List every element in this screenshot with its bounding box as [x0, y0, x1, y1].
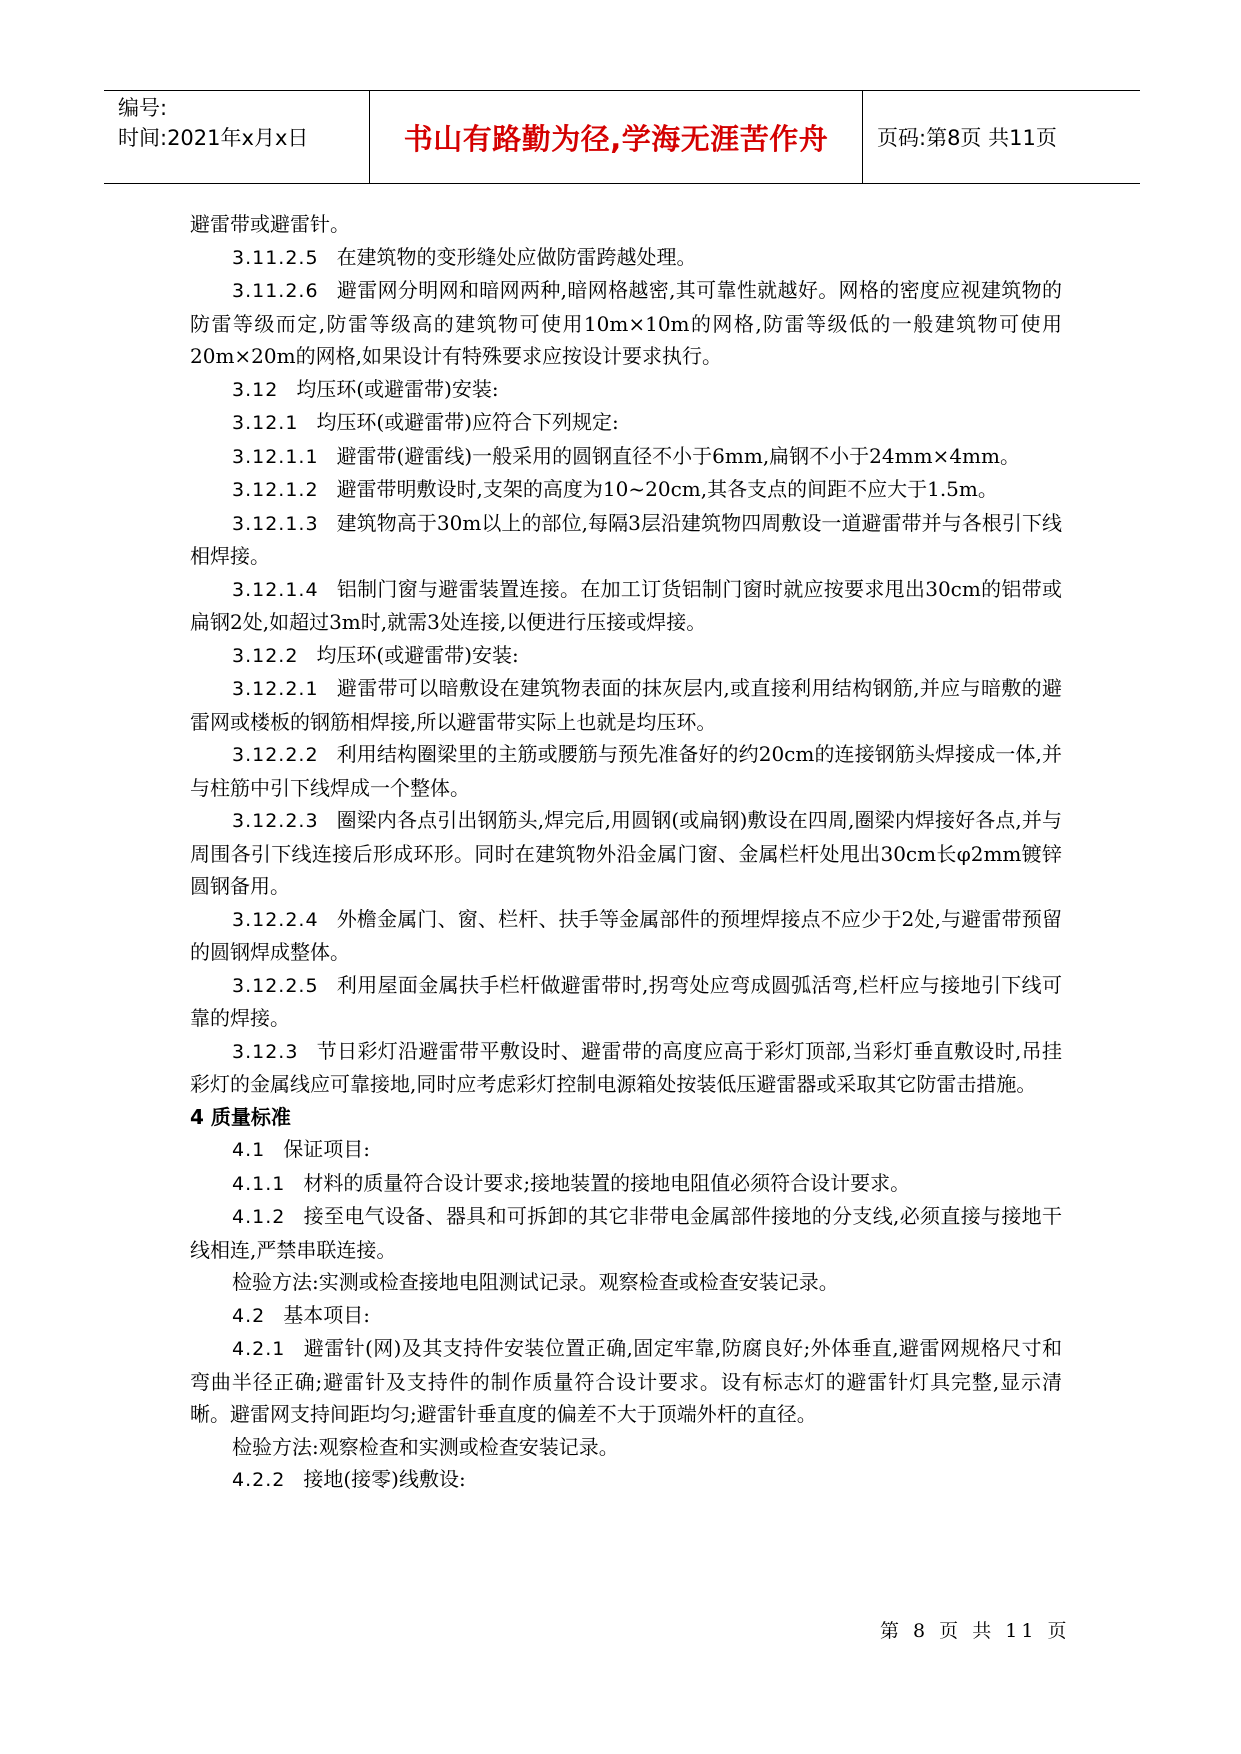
clause-number: 3.12.2.5	[232, 974, 319, 997]
clause-text: 检验方法:实测或检查接地电阻测试记录。观察检查或检查安装记录。	[232, 1270, 839, 1294]
body-paragraph	[190, 1035, 1062, 1101]
clause-number: 3.12.2.1	[232, 678, 319, 700]
clause-number: 3.12.1.1	[232, 445, 319, 468]
body-paragraph	[190, 1266, 1062, 1299]
body-paragraph	[190, 274, 1062, 373]
clause-number: 4.1.1	[232, 1172, 286, 1195]
clause-number: 3.12.2.3	[232, 810, 319, 832]
clause-text: 避雷带(避雷线)一般采用的圆钢直径不小于6mm,扁钢不小于24mm×4mm。	[336, 443, 1020, 468]
clause-text: 保证项目:	[283, 1137, 370, 1161]
clause-number: 3.12.1.3	[232, 512, 319, 535]
page-footer: 第 8 页 共 11 页	[880, 1620, 1071, 1642]
clause-text: 外檐金属门、窗、栏杆、扶手等金属部件的预埋焊接点不应少于2处,与避雷带预留的圆钢焊成整体。	[190, 906, 1062, 964]
heading-text: 4 质量标准	[190, 1104, 291, 1129]
clause-number: 3.12	[232, 378, 279, 401]
clause-number: 4.1	[232, 1139, 266, 1161]
body-paragraph	[190, 1167, 1062, 1201]
clause-text: 材料的质量符合设计要求;接地装置的接地电阻值必须符合设计要求。	[303, 1170, 911, 1195]
clause-number: 4.2.1	[232, 1338, 286, 1360]
clause-number: 3.12.2.4	[232, 908, 319, 931]
body-paragraph	[190, 473, 1062, 507]
body-paragraph	[190, 969, 1062, 1035]
clause-number: 3.11.2.6	[232, 280, 319, 302]
clause-number: 4.1.2	[232, 1206, 286, 1228]
clause-text: 利用屋面金属扶手栏杆做避雷带时,拐弯处应弯成圆弧活弯,栏杆应与接地引下线可靠的焊接。	[190, 972, 1062, 1030]
body-paragraph	[190, 507, 1062, 573]
clause-number: 3.12.2	[232, 644, 299, 667]
body-paragraph	[190, 672, 1062, 738]
clause-text: 圈梁内各点引出钢筋头,焊完后,用圆钢(或扁钢)敷设在四周,圈梁内焊接好各点,并与周围各引下线连接后形成环形。同时在建筑物外沿金属门窗、金属栏杆处甩出30cm长φ2mm镀锌圆钢备用。	[190, 808, 1062, 898]
clause-text: 避雷带可以暗敷设在建筑物表面的抹灰层内,或直接利用结构钢筋,并应与暗敷的避雷网或楼板的钢筋相焊接,所以避雷带实际上也就是均压环。	[190, 676, 1062, 734]
clause-number: 3.11.2.5	[232, 246, 319, 269]
clause-text: 利用结构圈梁里的主筋或腰筋与预先准备好的约20cm的连接钢筋头焊接成一体,并与柱筋中引下线焊成一个整体。	[190, 742, 1062, 800]
clause-text: 均压环(或避雷带)安装:	[316, 642, 519, 667]
body-paragraph	[190, 440, 1062, 474]
clause-number: 3.12.1.2	[232, 479, 319, 501]
clause-number: 3.12.1	[232, 412, 299, 434]
clause-text: 检验方法:观察检查和实测或检查安装记录。	[232, 1434, 619, 1459]
document-header	[104, 90, 1140, 184]
header-motto: 书山有路勤为径,学海无涯苦作舟	[370, 91, 863, 183]
body-paragraph	[190, 373, 1062, 407]
clause-text: 避雷带或避雷针。	[190, 212, 350, 236]
body-paragraph	[190, 1299, 1062, 1333]
clause-text: 基本项目:	[283, 1302, 370, 1327]
document-body	[190, 208, 1062, 1497]
body-paragraph	[190, 903, 1062, 969]
clause-text: 节日彩灯沿避雷带平敷设时、避雷带的高度应高于彩灯顶部,当彩灯垂直敷设时,吊挂彩灯的金属线应可靠接地,同时应考虑彩灯控制电源箱处按装低压避雷器或采取其它防雷击措施。	[190, 1038, 1062, 1096]
header-meta-cell	[104, 91, 370, 183]
body-paragraph	[190, 241, 1062, 275]
body-paragraph	[190, 406, 1062, 440]
body-paragraph	[190, 1133, 1062, 1167]
body-paragraph	[190, 1332, 1062, 1431]
body-paragraph	[190, 639, 1062, 673]
section-heading	[190, 1101, 1062, 1134]
clause-text: 均压环(或避雷带)应符合下列规定:	[316, 410, 619, 434]
clause-text: 接地(接零)线敷设:	[303, 1467, 466, 1491]
document-number-label: 编号:	[118, 96, 168, 120]
clause-text: 铝制门窗与避雷装置连接。在加工订货铝制门窗时就应按要求甩出30cm的铝带或扁钢2处,如超过3m时,就需3处连接,以便进行压接或焊接。	[190, 576, 1062, 634]
clause-number: 4.2.2	[232, 1469, 286, 1491]
clause-number: 4.2	[232, 1304, 266, 1327]
clause-text: 避雷网分明网和暗网两种,暗网格越密,其可靠性就越好。网格的密度应视建筑物的防雷等级而定,防雷等级高的建筑物可使用10m×10m的网格,防雷等级低的一般建筑物可使用20m×20m的网格,如果设计有特殊要求应按设计要求执行。	[190, 278, 1062, 368]
clause-text: 在建筑物的变形缝处应做防雷跨越处理。	[336, 244, 697, 269]
clause-number: 3.12.3	[232, 1040, 299, 1063]
body-paragraph	[190, 1463, 1062, 1497]
clause-text: 接至电气设备、器具和可拆卸的其它非带电金属部件接地的分支线,必须直接与接地干线相连,严禁串联连接。	[190, 1204, 1062, 1262]
document-time-label: 时间:2021年x月x日	[118, 126, 309, 150]
clause-text: 均压环(或避雷带)安装:	[296, 376, 499, 401]
header-page-code: 页码:第8页 共11页	[877, 126, 1057, 150]
body-paragraph	[190, 738, 1062, 804]
clause-number: 3.12.1.4	[232, 578, 319, 601]
clause-text: 避雷带明敷设时,支架的高度为10~20cm,其各支点的间距不应大于1.5m。	[336, 477, 998, 501]
clause-text: 建筑物高于30m以上的部位,每隔3层沿建筑物四周敷设一道避雷带并与各根引下线相焊接。	[190, 510, 1062, 568]
body-paragraph	[190, 804, 1062, 903]
body-paragraph	[190, 573, 1062, 639]
clause-text: 避雷针(网)及其支持件安装位置正确,固定牢靠,防腐良好;外体垂直,避雷网规格尺寸和弯曲半径正确;避雷针及支持件的制作质量符合设计要求。设有标志灯的避雷针灯具完整,显示清晰。避雷网支持间距均匀;避雷针垂直度的偏差不大于顶端外杆的直径。	[190, 1336, 1062, 1426]
body-paragraph	[190, 208, 1062, 241]
body-paragraph	[190, 1200, 1062, 1266]
body-paragraph	[190, 1431, 1062, 1464]
clause-number: 3.12.2.2	[232, 744, 319, 766]
